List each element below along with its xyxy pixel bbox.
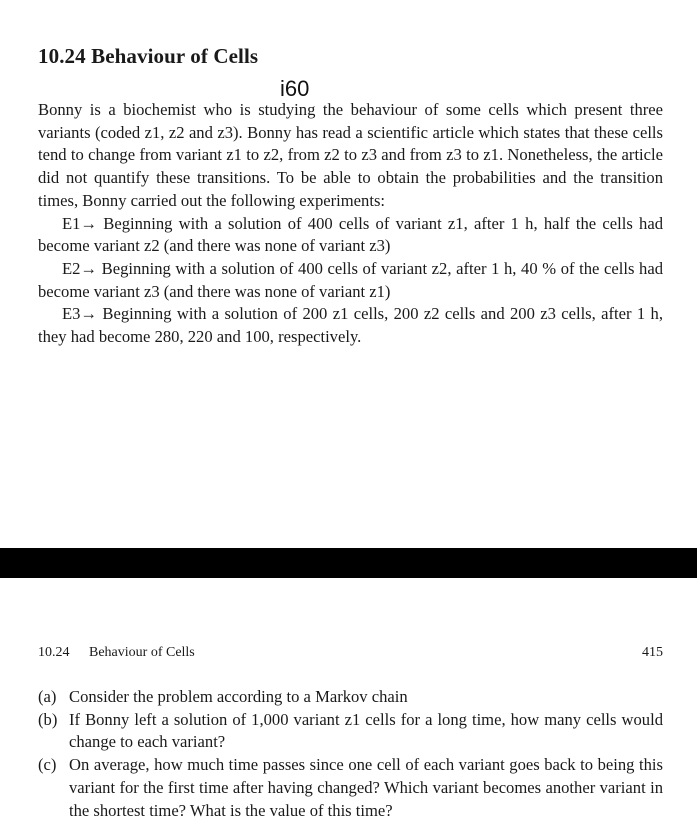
question-label: (b) — [38, 709, 58, 729]
question-list — [38, 686, 663, 822]
question-a — [38, 686, 663, 709]
experiment-text: Beginning with a solution of 200 z1 cells, 200 z2 cells and 200 z3 cells, after 1 h, they had become 280, 220 and 100, respectively. — [38, 304, 663, 347]
question-label: (a) — [38, 687, 57, 706]
header-section-title: Behaviour of Cells — [89, 645, 195, 660]
header-section-number: 10.24 — [38, 645, 70, 660]
question-text: Consider the problem according to a Markov chain — [69, 687, 408, 706]
running-header-title-group — [38, 645, 195, 661]
experiment-e1 — [38, 213, 663, 258]
intro-paragraph: Bonny is a biochemist who is studying the behaviour of some cells which present three variants (coded z1, z2 and z3). Bonny has read a scientific article which states that these cells tend to change from variant z1 to z2, from z2 to z3 and from z3 to z1. Nonetheless, the article did not quantify these transitions. To be able to obtain the probabilities and the transition times, Bonny carried out the following experiments: — [38, 100, 663, 210]
experiment-label: E2→ — [62, 258, 98, 278]
problem-statement — [38, 99, 663, 349]
question-text: On average, how much time passes since one cell of each variant goes back to being this variant for the first time after having changed? Which variant becomes another variant in the shortest time? What is the value of this time? — [69, 755, 663, 820]
experiment-text: Beginning with a solution of 400 cells of variant z2, after 1 h, 40 % of the cells had become variant z3 (and there was none of variant z1) — [38, 258, 663, 301]
running-header — [38, 645, 663, 661]
question-b — [38, 709, 663, 754]
question-text: If Bonny left a solution of 1,000 variant z1 cells for a long time, how many cells would change to each variant? — [69, 709, 663, 752]
experiment-label: E1→ — [62, 213, 98, 233]
page-number: 415 — [642, 645, 663, 660]
section-title: 10.24 Behaviour of Cells — [38, 44, 259, 68]
question-c — [38, 754, 663, 822]
page-separator — [0, 548, 697, 578]
experiment-e3 — [38, 303, 663, 348]
question-label: (c) — [38, 755, 57, 775]
experiment-text: Beginning with a solution of 400 cells of variant z1, after 1 h, half the cells had become variant z2 (and there was none of variant z3) — [38, 213, 663, 256]
experiment-e2 — [38, 258, 663, 303]
handwritten-annotation: i60 — [280, 76, 310, 101]
experiment-label: E3→ — [62, 304, 98, 324]
